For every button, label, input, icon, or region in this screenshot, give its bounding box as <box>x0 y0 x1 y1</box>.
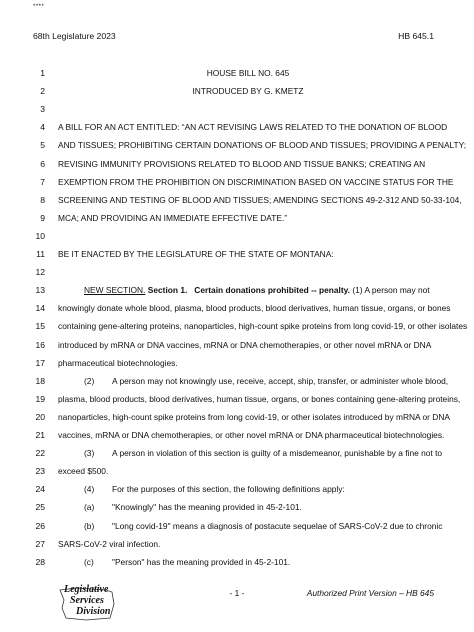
line-text <box>84 285 430 295</box>
line-text: exceed $500. <box>58 466 109 477</box>
line-number: 25 <box>35 502 45 513</box>
bill-number-label: HB 645.1 <box>398 31 434 41</box>
line-number: 15 <box>35 321 45 332</box>
subsection-marker: (4) <box>84 484 95 495</box>
line-number: 12 <box>35 267 45 278</box>
line-number: 21 <box>35 430 45 440</box>
section-title: Certain donations prohibited -- penalty. <box>194 285 351 296</box>
line-text: BE IT ENACTED BY THE LEGISLATURE OF THE STATE OF MONTANA: <box>58 249 334 259</box>
line-text: knowingly donate whole blood, plasma, blood products, blood derivatives, human tissue, organs, or bones <box>58 303 451 314</box>
line-number: 22 <box>35 448 45 459</box>
logo-word-1: Legislative <box>64 584 109 595</box>
line-number: 18 <box>35 375 45 386</box>
line-number: 11 <box>36 249 45 259</box>
logo-word-3: Division <box>76 606 111 617</box>
stars-marker: **** <box>33 4 45 10</box>
line-number: 1 <box>40 68 45 78</box>
subsection-marker: (3) <box>84 448 95 459</box>
line-number: 13 <box>35 285 45 296</box>
subsection-text: A person may not knowingly use, receive, accept, ship, transfer, or administer whole blood, <box>112 375 449 386</box>
line-number: 27 <box>35 538 45 549</box>
page-number: - 1 - <box>229 588 245 598</box>
line-text: HOUSE BILL NO. 645 <box>206 68 290 78</box>
line-number: 8 <box>40 194 45 205</box>
line-number: 4 <box>40 122 45 133</box>
line-text: INTRODUCED BY G. KMETZ <box>192 86 304 97</box>
line-number: 20 <box>35 411 45 422</box>
line-number: 10 <box>35 230 45 241</box>
subsection-text: For the purposes of this section, the following definitions apply: <box>112 484 345 495</box>
line-number: 28 <box>35 556 45 567</box>
line-text: plasma, blood products, blood derivatives, human tissue, organs, or bones containing gene-altering proteins, <box>58 393 461 404</box>
line-number: 7 <box>40 176 45 187</box>
line-number: 17 <box>35 357 45 368</box>
line-text: vaccines, mRNA or DNA chemotherapies, or other novel mRNA or DNA pharmaceutical biotechnologies. <box>58 430 445 440</box>
line-number: 19 <box>35 393 45 404</box>
line-text: EXEMPTION FROM THE PROHIBITION ON DISCRIMINATION BASED ON VACCINE STATUS FOR THE <box>58 176 454 187</box>
line-text: pharmaceutical biotechnologies. <box>58 357 178 368</box>
line-text: containing gene-altering proteins, nanoparticles, high-count spike proteins from long covid-19, or other isolates <box>58 321 468 332</box>
subsection-marker: (a) <box>84 502 95 513</box>
line-number: 23 <box>35 466 45 477</box>
line-number: 24 <box>35 484 45 495</box>
subsection-marker: (b) <box>84 520 95 531</box>
line-number: 2 <box>40 86 45 97</box>
line-text: REVISING IMMUNITY PROVISIONS RELATED TO BLOOD AND TISSUE BANKS; CREATING AN <box>58 158 426 169</box>
legislature-label: 68th Legislature 2023 <box>33 31 116 41</box>
line-text: SARS-CoV-2 viral infection. <box>58 538 161 549</box>
subsection-text: "Person" has the meaning provided in 45-2-101. <box>112 556 291 567</box>
section-text: (1) A person may not <box>352 285 430 296</box>
line-number: 14 <box>35 303 45 314</box>
line-text: AND TISSUES; PROHIBITING CERTAIN DONATIONS OF BLOOD AND TISSUES; PROVIDING A PENALTY; <box>58 140 467 151</box>
line-text: nanoparticles, high-count spike proteins from long covid-19, or other isolates introduced by mRNA or DNA <box>58 411 450 422</box>
authorized-version-label: Authorized Print Version – HB 645 <box>306 588 434 598</box>
subsection-text: "Knowingly" has the meaning provided in 45-2-101. <box>112 502 302 513</box>
line-text: introduced by mRNA or DNA vaccines, mRNA or DNA chemotherapies, or other novel mRNA or DNA <box>58 339 432 350</box>
line-number: 5 <box>40 140 45 151</box>
line-number: 3 <box>40 104 45 115</box>
line-number: 6 <box>40 158 45 169</box>
line-number: 26 <box>35 520 45 531</box>
line-text: MCA; AND PROVIDING AN IMMEDIATE EFFECTIVE DATE.” <box>58 212 288 223</box>
legislative-services-division-logo <box>56 584 118 624</box>
subsection-marker: (c) <box>84 556 94 567</box>
line-text: A BILL FOR AN ACT ENTITLED: “AN ACT REVISING LAWS RELATED TO THE DONATION OF BLOOD <box>58 122 448 133</box>
subsection-text: A person in violation of this section is guilty of a misdemeanor, punishable by a fine not to <box>112 448 443 459</box>
line-number: 16 <box>35 339 45 350</box>
line-text: SCREENING AND TESTING OF BLOOD AND TISSUES; AMENDING SECTIONS 49-2-312 AND 50-33-104, <box>58 194 462 205</box>
line-number: 9 <box>40 212 45 223</box>
subsection-marker: (2) <box>84 375 95 386</box>
subsection-text: "Long covid-19" means a diagnosis of postacute sequelae of SARS-CoV-2 due to chronic <box>112 520 443 531</box>
new-section-marker: NEW SECTION. <box>84 285 146 296</box>
section-label: Section 1. <box>147 285 188 296</box>
logo-word-2: Services <box>70 595 104 606</box>
